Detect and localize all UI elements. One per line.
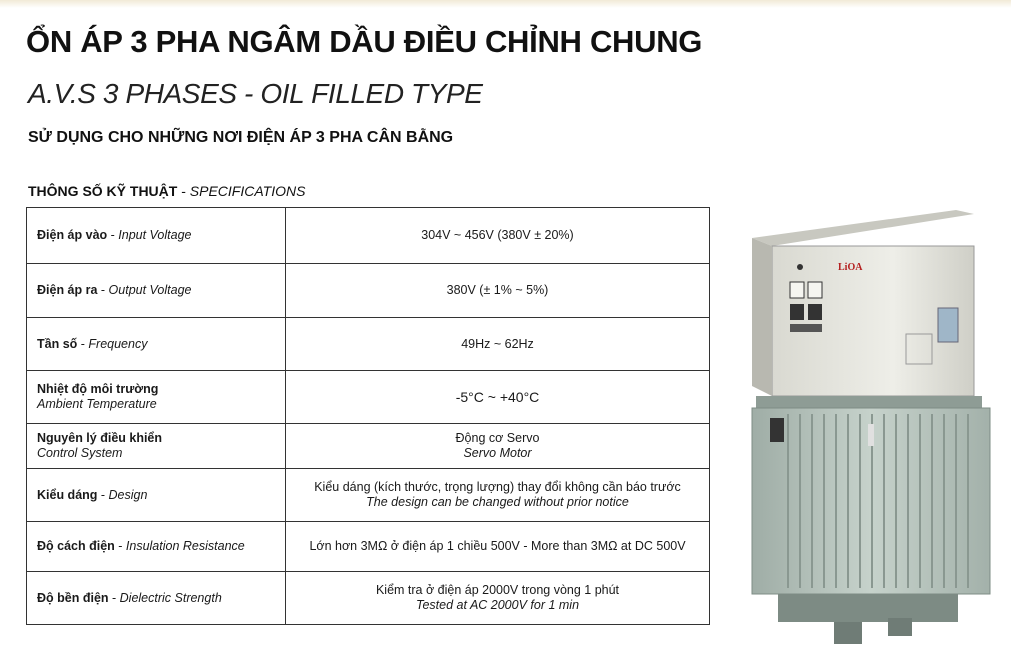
indicator-lamp-icon: [797, 264, 803, 270]
top-band: [0, 0, 1011, 8]
value-vi: Kiểm tra ở điện áp 2000V trong vòng 1 phút: [375, 583, 620, 597]
cabinet-roof: [752, 210, 974, 246]
skid-leg: [834, 622, 862, 644]
spec-heading: [28, 183, 305, 199]
param-label-en: Dielectric Strength: [119, 590, 222, 605]
param-cell: Điện áp vào - Input Voltage: [27, 208, 286, 264]
drain-valve-icon: [868, 424, 874, 446]
param-label-vi: Nguyên lý điều khiển: [37, 431, 163, 445]
value-cell: Lớn hơn 3MΩ ở điện áp 1 chiều 500V - More than 3MΩ at DC 500V: [286, 522, 710, 572]
cabinet-base: [756, 396, 982, 408]
table-row: [27, 264, 710, 318]
param-cell: Tần số - Frequency: [27, 318, 286, 371]
value-cell: [286, 572, 710, 625]
value-cell: 304V ~ 456V (380V ± 20%): [286, 208, 710, 264]
cabinet-side: [752, 238, 772, 396]
value-vi: Kiểu dáng (kích thước, trọng lượng) thay đổi không cần báo trước: [314, 480, 681, 494]
side-meter-box: [938, 308, 958, 342]
param-label-en: Ambient Temperature: [37, 397, 157, 411]
param-label-en: Frequency: [88, 336, 148, 351]
param-label-en: Control System: [37, 446, 123, 460]
table-row: [27, 522, 710, 572]
value-cell: [286, 469, 710, 522]
terminal-strip: [790, 324, 822, 332]
table-row: [27, 572, 710, 625]
spec-heading-vi: THÔNG SỐ KỸ THUẬT: [28, 183, 178, 199]
brand-logo: LiOA: [838, 262, 863, 273]
param-label-en: Design: [108, 487, 148, 502]
table-row: [27, 469, 710, 522]
param-label-vi: Nhiệt độ môi trường: [37, 382, 159, 396]
page-subtitle: A.V.S 3 PHASES - OIL FILLED TYPE: [28, 78, 483, 109]
param-label-vi: Điện áp vào: [37, 228, 108, 242]
voltmeter-icon: [790, 282, 804, 298]
usage-note: SỬ DỤNG CHO NHỮNG NƠI ĐIỆN ÁP 3 PHA CÂN BẰNG: [28, 129, 454, 146]
param-label-en: Insulation Resistance: [125, 539, 245, 553]
value-cell: -5°C ~ +40°C: [286, 371, 710, 424]
param-cell: Kiểu dáng - Design: [27, 469, 286, 522]
param-label-vi: Điện áp ra: [37, 283, 98, 297]
spec-table: [26, 207, 710, 625]
switch-icon: [808, 304, 822, 320]
param-label-vi: Tần số: [37, 336, 78, 351]
table-row: [27, 424, 710, 469]
value-en: The design can be changed without prior notice: [366, 495, 629, 509]
param-cell: Độ cách điện - Insulation Resistance: [27, 522, 286, 572]
value-vi: Động cơ Servo: [455, 431, 540, 445]
table-row: [27, 208, 710, 264]
param-label-vi: Độ cách điện: [37, 539, 115, 553]
param-cell: Điện áp ra - Output Voltage: [27, 264, 286, 318]
ammeter-icon: [808, 282, 822, 298]
skid-leg: [888, 618, 912, 636]
param-cell: [27, 424, 286, 469]
spec-heading-en: SPECIFICATIONS: [189, 183, 306, 199]
product-photo: [738, 200, 1000, 660]
param-cell: [27, 371, 286, 424]
switch-icon: [790, 304, 804, 320]
oil-gauge-icon: [770, 418, 784, 442]
value-cell: 49Hz ~ 62Hz: [286, 318, 710, 371]
tank-base: [778, 594, 958, 622]
param-cell: Độ bền điện - Dielectric Strength: [27, 572, 286, 625]
param-label-vi: Độ bền điện: [37, 590, 109, 605]
param-label-vi: Kiểu dáng: [37, 487, 98, 502]
param-label-en: Input Voltage: [118, 228, 192, 242]
value-en: Servo Motor: [463, 446, 532, 460]
value-cell: 380V (± 1% ~ 5%): [286, 264, 710, 318]
page-title: ỔN ÁP 3 PHA NGÂM DẦU ĐIỀU CHỈNH CHUNG: [26, 24, 703, 59]
value-cell: [286, 424, 710, 469]
table-row: [27, 318, 710, 371]
table-row: [27, 371, 710, 424]
spec-heading-separator: -: [177, 183, 190, 199]
param-label-en: Output Voltage: [108, 283, 192, 297]
value-en: Tested at AC 2000V for 1 min: [415, 598, 580, 612]
